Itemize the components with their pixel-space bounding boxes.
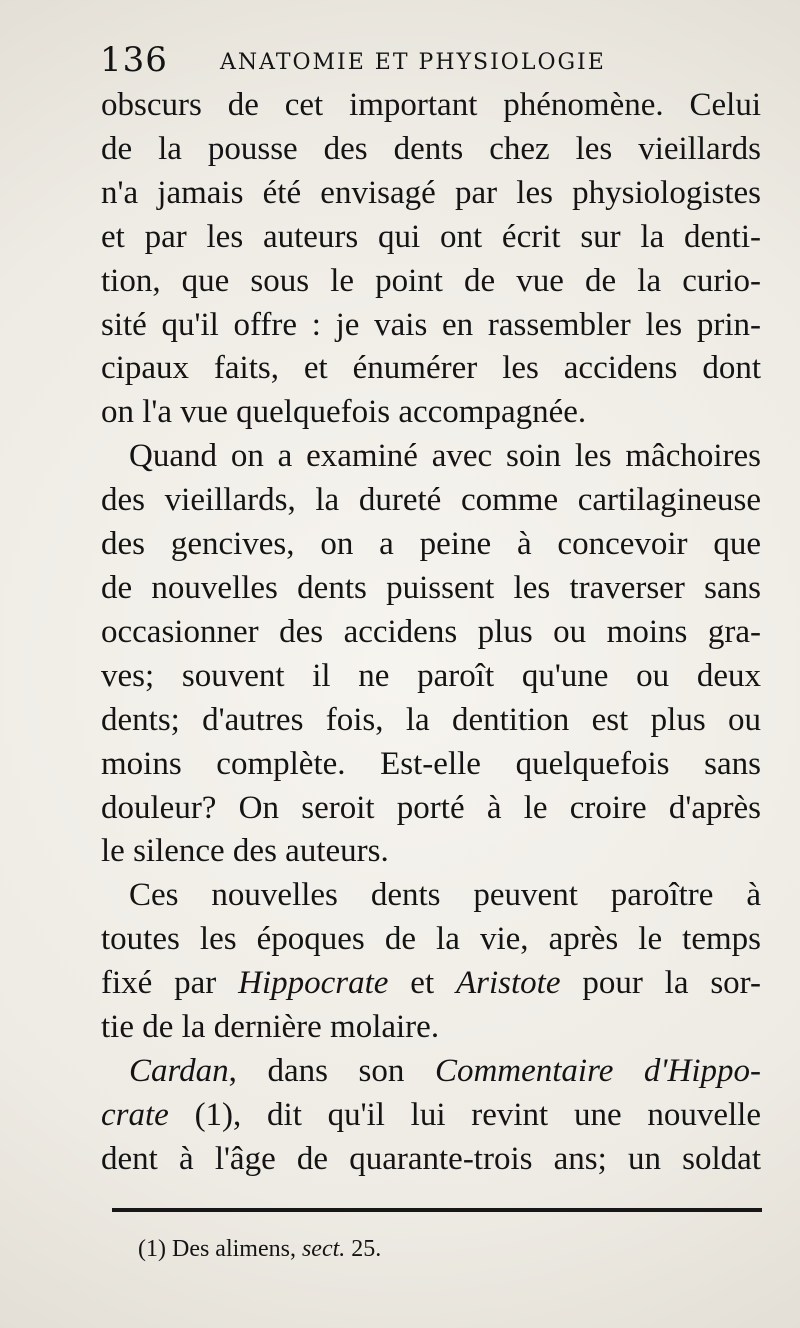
text-line: obscurs de cet important phénomène. Celui [101,87,761,123]
italic-name: Cardan [129,1052,229,1089]
italic-name: Hippocrate [238,965,389,1002]
italic-title: crate [101,1096,169,1133]
text-line [101,1050,761,1094]
text-line: dents; d'autres fois, la dentition est plus ou [101,701,761,738]
text-line: le silence des auteurs. [101,833,389,870]
body-text [101,84,761,1182]
text-line: on l'a vue quelquefois accompagnée. [101,394,587,431]
text-line: sité qu'il offre : je vais en rassembler les prin- [101,306,761,343]
text-line: dent à l'âge de quarante-trois ans; un soldat [101,1140,761,1177]
text-span: , dans son [228,1052,435,1089]
text-line: Quand on a examiné avec soin les mâchoires [129,438,761,475]
text-line [101,962,761,1006]
text-line: tion, que sous le point de vue de la curio- [101,262,761,299]
italic-title: Commentaire d'Hippo- [434,1052,761,1089]
text-line: des gencives, on a peine à concevoir que [101,526,761,563]
text-line: n'a jamais été envisagé par les physiologistes [101,174,761,211]
page-header [100,40,760,80]
text-line: ves; souvent il ne paroît qu'une ou deux [101,657,761,694]
text-line: de la pousse des dents chez les vieillards [101,130,761,167]
text-line: toutes les époques de la vie, après le temps [101,921,761,958]
text-span: (1), dit qu'il lui revint une nouvelle [168,1096,761,1133]
footnote-text: (1) Des alimens, [138,1236,302,1262]
text-line [101,1094,761,1138]
page-number: 136 [100,40,168,80]
text-span: fixé par [101,965,239,1002]
text-span: pour la sor- [560,965,761,1002]
text-line: moins complète. Est-elle quelquefois sans [101,745,761,782]
text-line: des vieillards, la dureté comme cartilagineuse [101,482,761,519]
text-span: et [388,965,456,1002]
text-line: de nouvelles dents puissent les traverser sans [101,569,761,606]
text-line: douleur? On seroit porté à le croire d'après [101,789,761,826]
italic-name: Aristote [455,965,561,1002]
text-line: Ces nouvelles dents peuvent paroître à [129,877,761,914]
text-line: occasionner des accidens plus ou moins gra- [101,613,761,650]
footnote-text: 25. [345,1236,382,1262]
text-line: cipaux faits, et énumérer les accidens dont [101,350,761,387]
footnote [138,1232,558,1266]
text-line: tie de la dernière molaire. [101,1009,440,1046]
footnote-rule [112,1208,762,1212]
running-head: ANATOMIE ET PHYSIOLOGIE [220,50,606,75]
text-line: et par les auteurs qui ont écrit sur la denti- [101,218,761,255]
footnote-italic: sect. [301,1236,346,1262]
